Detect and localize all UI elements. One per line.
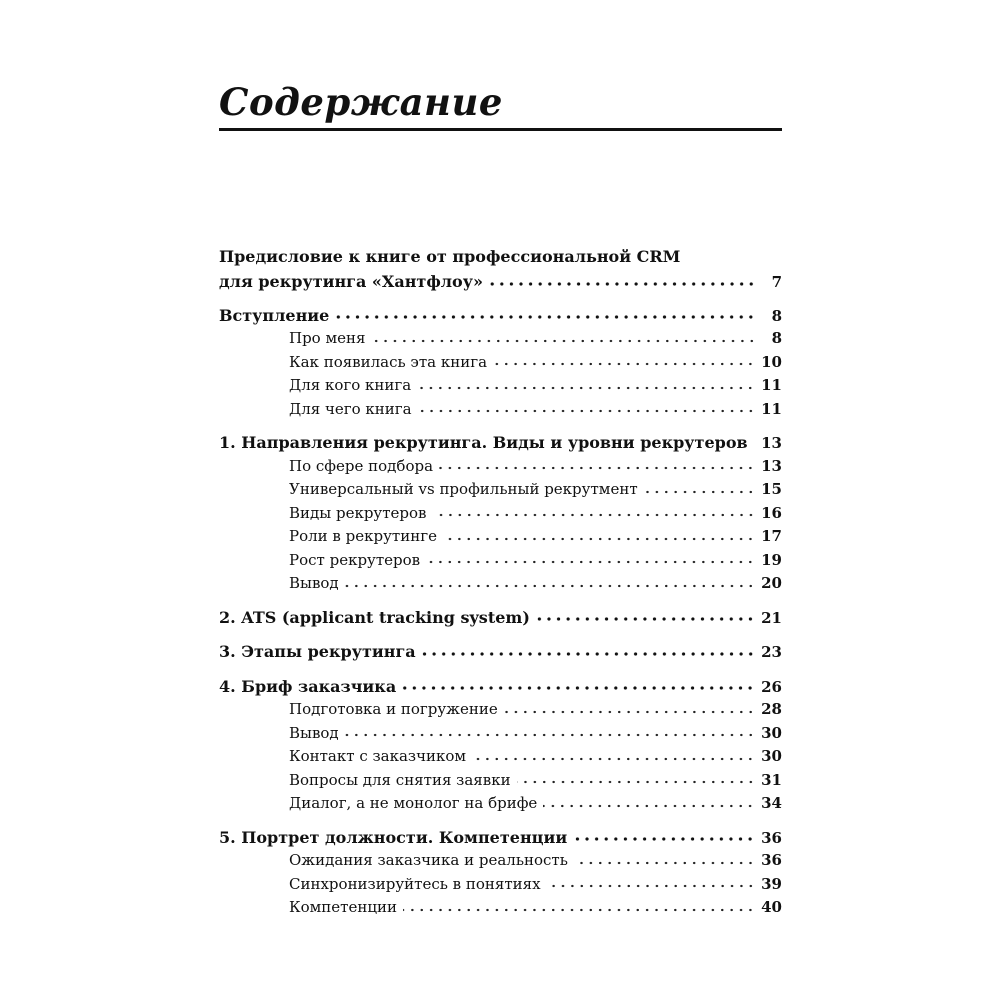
page-number: 23: [761, 643, 782, 661]
page-number: 13: [761, 434, 782, 452]
dot-leader: [754, 438, 756, 452]
dot-leader: [335, 310, 756, 324]
page-number: 13: [761, 456, 782, 475]
toc-subentry: [219, 896, 782, 920]
dot-leader: [426, 555, 755, 569]
toc-subentry: [219, 873, 782, 897]
toc-foreword-line2: для рекрутинга «Хантфлоу»: [219, 272, 483, 291]
toc-subentry-label: Диалог, а не монолог на брифе: [289, 794, 538, 812]
dot-leader: [422, 647, 756, 661]
toc-subentry-label: Вопросы для снятия заявки: [289, 770, 511, 789]
title-underline: [219, 128, 782, 131]
page-number: 30: [761, 747, 782, 765]
toc-subentry-label: Универсальный vs профильный рекрутмент: [289, 480, 638, 498]
book-page: [219, 0, 782, 1000]
toc-subentry: [219, 698, 782, 722]
page-number: 28: [761, 700, 782, 718]
page-number: 30: [761, 723, 782, 742]
toc-subentry-label: Роли в рекрутинге: [289, 527, 437, 545]
toc-subentry: [219, 455, 782, 479]
toc-subentry-label: Вывод: [289, 574, 339, 592]
toc-subentry: [219, 374, 782, 398]
toc-entry-chapter-4: [219, 675, 782, 699]
toc-subentry: [219, 722, 782, 746]
dot-leader: [439, 461, 755, 475]
toc-entry-chapter-5: [219, 826, 782, 850]
page-number: 39: [761, 874, 782, 893]
table-of-contents: [219, 244, 782, 920]
dot-leader: [372, 334, 757, 348]
toc-subentry-label: Рост рекрутеров: [289, 550, 421, 569]
dot-leader: [472, 752, 755, 766]
toc-subentry-label: Виды рекрутеров: [289, 503, 427, 522]
toc-subentry: [219, 549, 782, 573]
toc-subentry-label: Про меня: [289, 329, 366, 347]
toc-subentry-label: Ожидания заказчика и реальность: [289, 851, 568, 869]
toc-subentry-label: По сфере подбора: [289, 456, 434, 475]
dot-leader: [402, 681, 755, 695]
toc-entry-label: 1. Направления рекрутинга. Виды и уровни рекрутеров: [219, 433, 748, 452]
dot-leader: [403, 903, 755, 917]
dot-leader: [493, 357, 755, 371]
page-title: Содержание: [219, 80, 503, 124]
page-number: 17: [761, 527, 782, 545]
dot-leader: [573, 832, 755, 846]
dot-leader: [345, 728, 755, 742]
toc-entry-label: 2. ATS (applicant tracking system): [219, 607, 530, 627]
toc-subentry: [219, 849, 782, 873]
toc-subentry-label: Контакт с заказчиком: [289, 747, 467, 765]
page-number: 11: [761, 376, 782, 394]
dot-leader: [543, 799, 755, 813]
dot-leader: [443, 532, 755, 546]
dot-leader: [345, 579, 755, 593]
dot-leader: [517, 775, 756, 789]
page-number: 10: [761, 352, 782, 371]
dot-leader: [504, 705, 755, 719]
toc-subentry: [219, 478, 782, 502]
page-number: 8: [771, 329, 782, 347]
toc-subentry: [219, 769, 782, 793]
dot-leader: [547, 879, 756, 893]
toc-entry-label: 3. Этапы рекрутинга: [219, 642, 416, 661]
toc-subentry: [219, 792, 782, 816]
page-number: 31: [761, 770, 782, 789]
page-number: 19: [761, 550, 782, 569]
toc-entry-chapter-3: [219, 640, 782, 664]
dot-leader: [433, 508, 756, 522]
dot-leader: [536, 612, 755, 626]
page-number: 7: [771, 273, 782, 291]
toc-entry-label: 4. Бриф заказчика: [219, 676, 397, 696]
toc-entry-chapter-2: [219, 606, 782, 630]
toc-entry-label: 5. Портрет должности. Компетенции: [219, 827, 568, 847]
toc-subentry-label: Для чего книга: [289, 399, 412, 418]
toc-foreword-line1: Предисловие к книге от профессиональной CRM: [219, 247, 681, 266]
toc-entry-intro: [219, 304, 782, 328]
dot-leader: [417, 381, 755, 395]
page-number: 21: [761, 608, 782, 627]
page-number: 34: [761, 794, 782, 812]
page-number: 36: [761, 828, 782, 847]
toc-subentry: [219, 398, 782, 422]
dot-leader: [489, 277, 756, 291]
toc-subentry: [219, 351, 782, 375]
dot-leader: [644, 485, 755, 499]
toc-subentry-label: Для кого книга: [289, 376, 412, 394]
toc-subentry-label: Вывод: [289, 723, 339, 742]
toc-subentry-label: Синхронизируйтесь в понятиях: [289, 874, 541, 893]
page-number: 15: [761, 480, 782, 498]
page-number: 8: [771, 306, 782, 325]
page-number: 11: [761, 399, 782, 418]
toc-subentry: [219, 745, 782, 769]
page-number: 16: [761, 503, 782, 522]
toc-subentry-label: Подготовка и погружение: [289, 700, 498, 718]
page-number: 40: [761, 898, 782, 916]
dot-leader: [418, 404, 756, 418]
page-number: 20: [761, 574, 782, 592]
toc-subentry: [219, 327, 782, 351]
toc-subentry-label: Компетенции: [289, 898, 397, 916]
dot-leader: [574, 856, 755, 870]
page-number: 36: [761, 851, 782, 869]
toc-subentry: [219, 525, 782, 549]
toc-subentry: [219, 502, 782, 526]
toc-subentry: [219, 572, 782, 596]
page-number: 26: [761, 677, 782, 696]
toc-entry-foreword: [219, 270, 782, 294]
toc-subentry-label: Как появилась эта книга: [289, 352, 488, 371]
toc-entry-chapter-1: [219, 431, 782, 455]
toc-entry-label: Вступление: [219, 305, 330, 325]
